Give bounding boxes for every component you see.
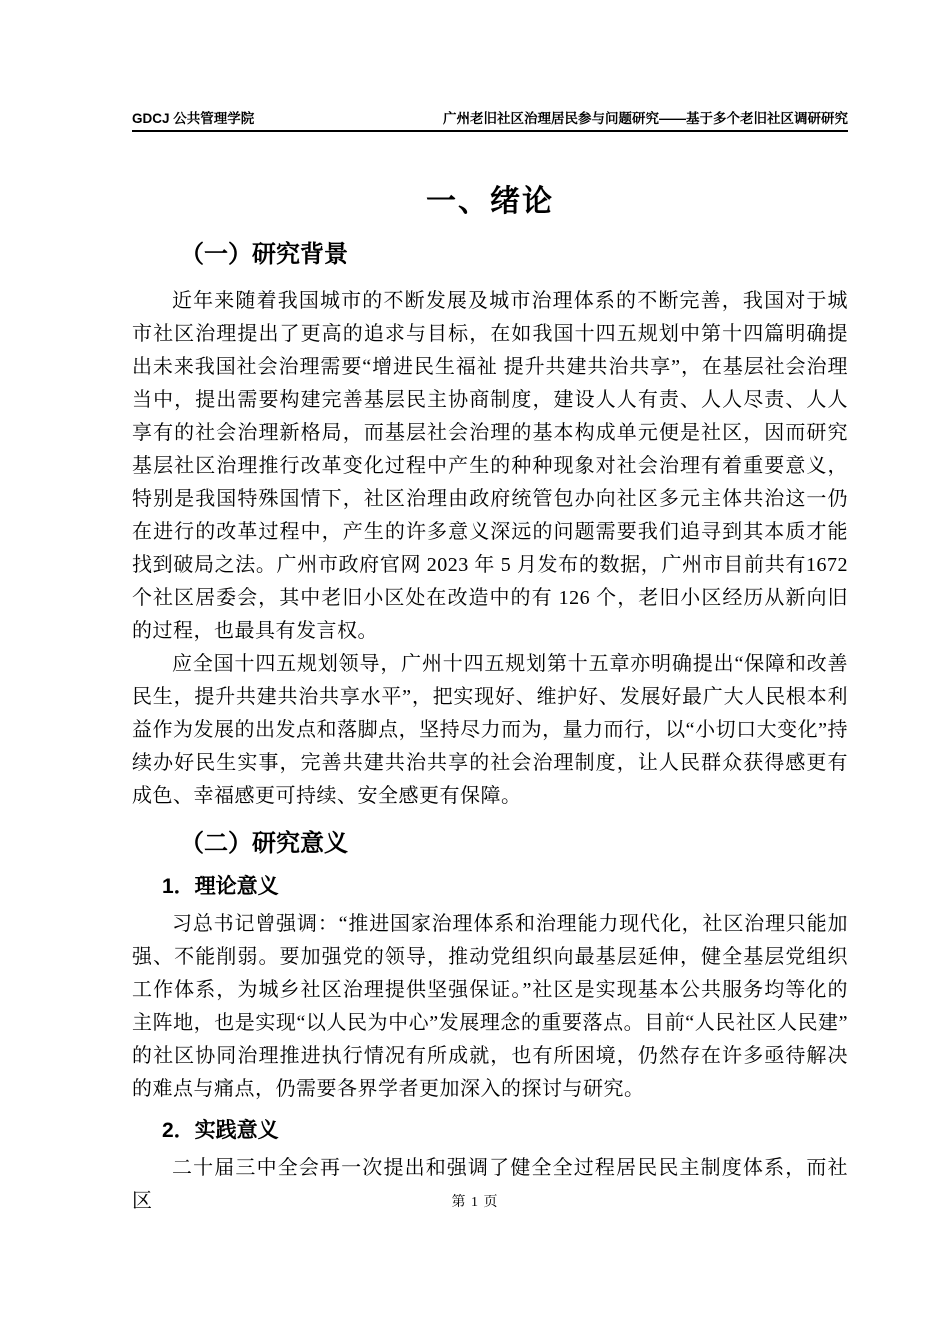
document-body (132, 133, 848, 1218)
section-heading-research-significance: （二）研究意义 (180, 830, 348, 857)
page-number: 第 1 页 (451, 1195, 499, 1210)
paragraph-practical-significance: 二十届三中全会再一次提出和强调了健全全过程居民民主制度体系，而社区 (132, 1157, 848, 1212)
section-heading-research-background: （一）研究背景 (180, 241, 348, 268)
paragraph-research-background-2: 应全国十四五规划领导，广州十四五规划第十五章亦明确提出“保障和改善民生，提升共建共治共享水平”，把实现好、维护好、发展好最广大人民根本利益作为发展的出发点和落脚点，坚持尽力而为，量力而行，以“小切口大变化”持续办好民生实事，完善共建共治共享的社会治理制度，让人民群众获得感更有成色、幸福感更可持续、安全感更有保障。 (132, 653, 848, 807)
header-document-title: 广州老旧社区治理居民参与问题研究——基于多个老旧社区调研研究 (443, 111, 848, 126)
paragraph-theoretical-significance: 习总书记曾强调：“推进国家治理体系和治理能力现代化，社区治理只能加强、不能削弱。要加强党的领导，推动党组织向最基层延伸，健全基层党组织工作体系，为城乡社区治理提供坚强保证。”社区是实现基本公共服务均等化的主阵地，也是实现“以人民为中心”发展理念的重要落点。目前“人民社区人民建”的社区协同治理推进执行情况有所成就，也有所困境，仍然存在许多亟待解决的难点与痛点，仍需要各界学者更加深入的探讨与研究。 (132, 913, 848, 1100)
paragraph-research-background-1: 近年来随着我国城市的不断发展及城市治理体系的不断完善，我国对于城市社区治理提出了更高的追求与目标，在如我国十四五规划中第十四篇明确提出未来我国社会治理需要“增进民生福祉 提升共建共治共享”，在基层社会治理当中，提出需要构建完善基层民主协商制度，建设人人有责、人人尽责、人人享有的社会治理新格局，而基层社会治理的基本构成单元便是社区，因而研究基层社区治理推行改革变化过程中产生的种种现象对社会治理有着重要意义，特别是我国特殊国情下，社区治理由政府统管包办向社区多元主体共治这一仍在进行的改革过程中，产生的许多意义深远的问题需要我们追寻到其本质才能找到破局之法。广州市政府官网 2023 年 5 月发布的数据，广州市目前共有1672 个社区居委会，其中老旧小区处在改造中的有 126 个，老旧小区经历从新向旧的过程，也最具有发言权。 (132, 290, 848, 642)
subsection-heading-theoretical-significance: 1．理论意义 (162, 875, 279, 898)
subsection-heading-practical-significance: 2．实践意义 (162, 1119, 279, 1142)
page-header (132, 111, 848, 132)
chapter-title: 一、绪论 (426, 185, 554, 218)
header-school-name: GDCJ 公共管理学院 (132, 111, 255, 126)
